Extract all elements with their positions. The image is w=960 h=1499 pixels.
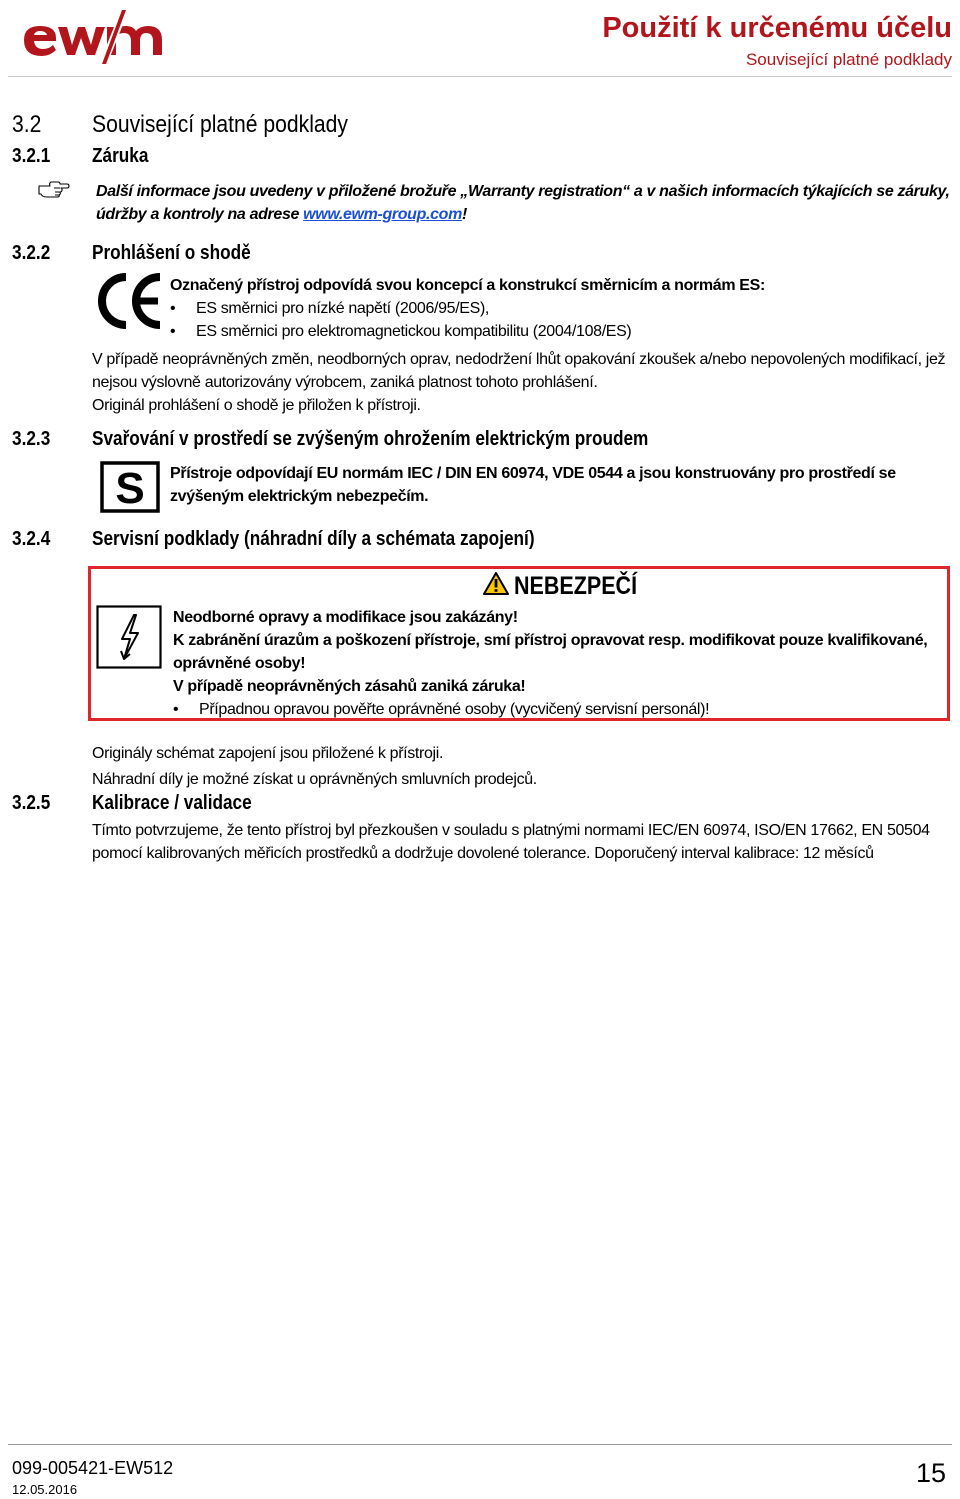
subsection-title-323: Svařování v prostředí se zvýšeným ohrožením elektrickým proudem <box>92 428 649 450</box>
ewm-website-link[interactable]: www.ewm-group.com <box>303 206 462 223</box>
subsection-number-322: 3.2.2 <box>12 242 51 264</box>
warranty-note-line-1: Další informace jsou uvedeny v přiložené brožuře „Warranty registration“ a v našich informacích týkajících se záruky, <box>96 183 950 200</box>
subsection-title-322: Prohlášení o shodě <box>92 242 251 264</box>
header-title: Použití k určenému účelu <box>602 12 952 44</box>
list-item: • Případnou opravou pověřte oprávněné osoby (vycvičený servisní personál)! <box>173 698 943 721</box>
s-mark-text-line-2: zvýšeným elektrickým nebezpečím. <box>170 488 429 505</box>
danger-content <box>173 606 943 721</box>
danger-line-1: Neodborné opravy a modifikace jsou zakázány! <box>173 609 518 626</box>
section-title: Související platné podklady <box>92 111 348 138</box>
section-number: 3.2 <box>12 111 42 138</box>
danger-title: NEBEZPEČÍ <box>514 572 638 600</box>
header-divider <box>8 76 952 77</box>
ce-mark-icon <box>98 273 164 329</box>
list-item: • ES směrnici pro nízké napětí (2006/95/ES), <box>170 297 950 320</box>
s-mark-text <box>170 462 950 508</box>
conformity-block <box>170 274 950 343</box>
subsection-title-325: Kalibrace / validace <box>92 792 252 814</box>
subsection-title-324: Servisní podklady (náhradní díly a schémata zapojení) <box>92 528 535 550</box>
calibration-text <box>92 819 954 865</box>
warning-triangle-icon <box>483 572 509 595</box>
warranty-note-end: ! <box>461 206 467 223</box>
conformity-intro: Označený přístroj odpovídá svou koncepcí a konstrukcí směrnicím a normám ES: <box>170 277 765 294</box>
warranty-note-text: údržby a kontroly na adrese <box>96 206 304 223</box>
conformity-para-line-1: V případě neoprávněných změn, neodborných oprav, nedodržení lhůt opakování zkoušek a/nebo nepovolených modifikací, jež <box>92 351 946 368</box>
subsection-number-325: 3.2.5 <box>12 792 51 814</box>
danger-line-4: V případě neoprávněných zásahů zaniká záruka! <box>173 678 526 695</box>
electric-shock-icon <box>96 605 162 669</box>
s-mark-icon <box>100 461 160 513</box>
conformity-para-line-2: nejsou výslovně autorizovány výrobcem, zaniká platnost tohoto prohlášení. <box>92 374 598 391</box>
doc-number: 099-005421-EW512 <box>12 1458 174 1478</box>
calibration-line-1: Tímto potvrzujeme, že tento přístroj byl přezkoušen v souladu s platnými normami IEC/EN 60974, ISO/EN 17662, EN 50504 <box>92 822 930 839</box>
subsection-title-321: Záruka <box>92 145 149 167</box>
doc-date: 12.05.2016 <box>12 1482 78 1497</box>
conformity-para-line-3: Originál prohlášení o shodě je přiložen k přístroji. <box>92 397 421 414</box>
warranty-note <box>96 180 956 226</box>
pointing-hand-icon <box>38 178 70 198</box>
calibration-line-2: pomocí kalibrovaných měřicích prostředků a dodržuje dovolené tolerance. Doporučený interval kalibrace: 12 měsíců <box>92 845 874 862</box>
warranty-note-line-2 <box>96 203 956 226</box>
ewm-logo <box>22 8 167 66</box>
conformity-paragraph <box>92 348 954 417</box>
danger-line-3: oprávněné osoby! <box>173 655 306 672</box>
subsection-number-323: 3.2.3 <box>12 428 51 450</box>
list-item: • ES směrnici pro elektromagnetickou kompatibilitu (2004/108/ES) <box>170 320 950 343</box>
service-note-2: Náhradní díly je možné získat u oprávněných smluvních prodejců. <box>92 771 537 788</box>
danger-list <box>173 698 943 721</box>
conformity-list <box>170 297 950 343</box>
subsection-number-324: 3.2.4 <box>12 528 51 550</box>
footer-divider <box>8 1444 952 1445</box>
svg-text:S: S <box>115 464 145 513</box>
service-note-1: Originály schémat zapojení jsou přiložené k přístroji. <box>92 745 444 762</box>
header-subtitle: Související platné podklady <box>745 50 952 69</box>
subsection-number-321: 3.2.1 <box>12 145 51 167</box>
page-number: 15 <box>915 1458 946 1488</box>
s-mark-text-line-1: Přístroje odpovídají EU normám IEC / DIN EN 60974, VDE 0544 a jsou konstruovány pro prostředí se <box>170 465 896 482</box>
danger-line-2: K zabránění úrazům a poškození přístroje, smí přístroj opravovat resp. modifikovat pouze kvalifikované, <box>173 632 928 649</box>
service-notes <box>92 741 952 793</box>
